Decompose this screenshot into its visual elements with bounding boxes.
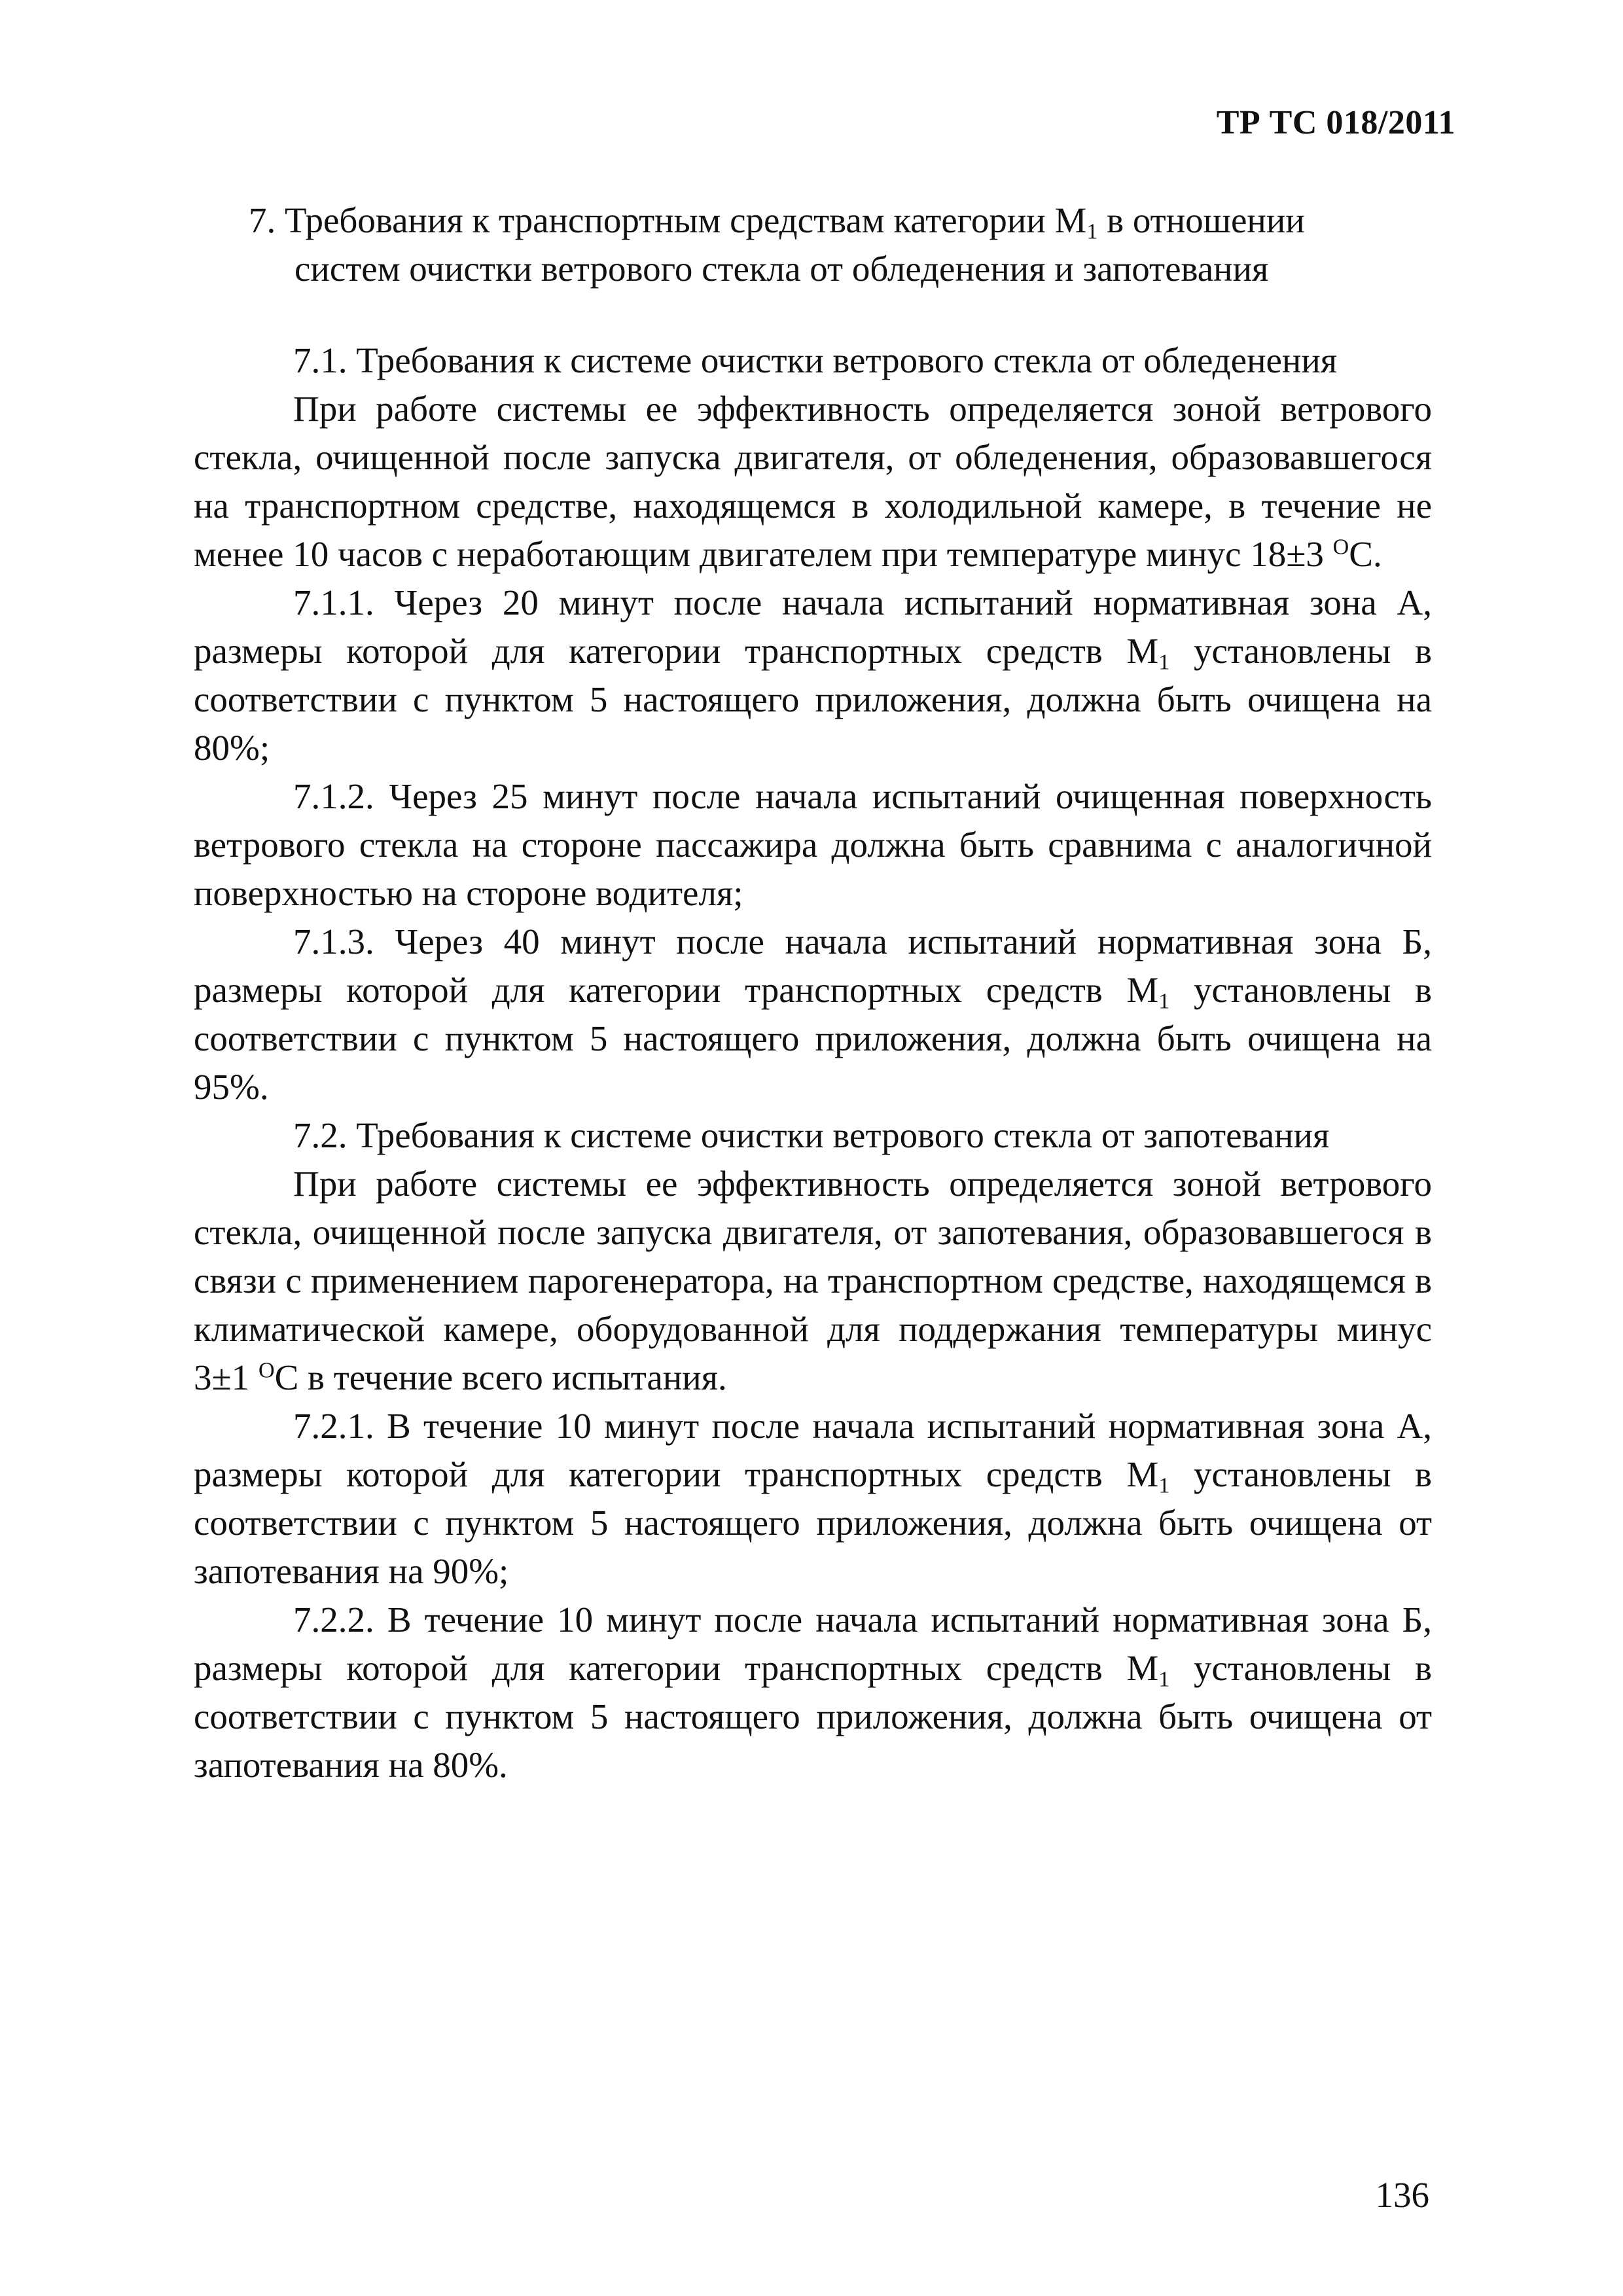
- category-subscript: 1: [1158, 1667, 1170, 1692]
- paragraph-7-2-2: 7.2.2. В течение 10 минут после начала испытаний нормативная зона Б, размеры которой для категории транспортных средств $М_1$ установлены в соответствии с пунктом 5 настоящего приложения, должна быть очищена от запотевания на 80%.: [194, 1600, 1432, 1785]
- degree-superscript: O: [258, 1358, 275, 1383]
- category-subscript: 1: [1158, 650, 1170, 675]
- paragraph-7-1-1: 7.1.1. Через 20 минут после начала испытаний нормативная зона А, размеры которой для категории транспортных средств $М_1$ установлены в соответствии с пунктом 5 настоящего приложения, должна быть очищена на 80%;: [194, 583, 1432, 768]
- paragraph-7-2-intro: При работе системы ее эффективность определяется зоной ветрового стекла, очищенной после запуска двигателя, от запотевания, образовавшегося в связи с применением парогенератора, на транспортном средстве, находящемся в климатической камере, оборудованной для поддержания температуры минус 3±1 $^O$С в течение всего испытания.: [194, 1164, 1432, 1397]
- page-number: 136: [1375, 2175, 1429, 2215]
- category-subscript: 1: [1086, 219, 1098, 244]
- degree-superscript: O: [1332, 535, 1349, 560]
- document-body: [194, 336, 1432, 1789]
- section-title: [249, 196, 1427, 293]
- subsection-heading-7-2: 7.2. Требования к системе очистки ветрового стекла от запотевания: [293, 1115, 1330, 1155]
- paragraph-7-1-2: 7.1.2. Через 25 минут после начала испытаний очищенная поверхность ветрового стекла на стороне пассажира должна быть сравнима с аналогичной поверхностью на стороне водителя;: [194, 776, 1432, 913]
- section-title-line2: систем очистки ветрового стекла от обледенения и запотевания: [294, 249, 1269, 289]
- document-code: ТР ТС 018/2011: [1216, 104, 1455, 141]
- category-subscript: 1: [1158, 989, 1170, 1014]
- subsection-heading-7-1: 7.1. Требования к системе очистки ветрового стекла от обледенения: [293, 340, 1338, 380]
- paragraph-7-2-1: 7.2.1. В течение 10 минут после начала испытаний нормативная зона А, размеры которой для категории транспортных средств $М_1$ установлены в соответствии с пунктом 5 настоящего приложения, должна быть очищена от запотевания на 90%;: [194, 1406, 1432, 1591]
- category-subscript: 1: [1158, 1473, 1170, 1498]
- paragraph-7-1-intro: При работе системы ее эффективность определяется зоной ветрового стекла, очищенной после запуска двигателя, от обледенения, образовавшегося на транспортном средстве, находящемся в холодильной камере, в течение не менее 10 часов с неработающим двигателем при температуре минус 18±3 $^O$С.: [194, 389, 1432, 574]
- section-title-line1: 7. Требования к транспортным средствам категории $М_1$ в отношении: [249, 200, 1305, 244]
- paragraph-7-1-3: 7.1.3. Через 40 минут после начала испытаний нормативная зона Б, размеры которой для категории транспортных средств $М_1$ установлены в соответствии с пунктом 5 настоящего приложения, должна быть очищена на 95%.: [194, 922, 1432, 1107]
